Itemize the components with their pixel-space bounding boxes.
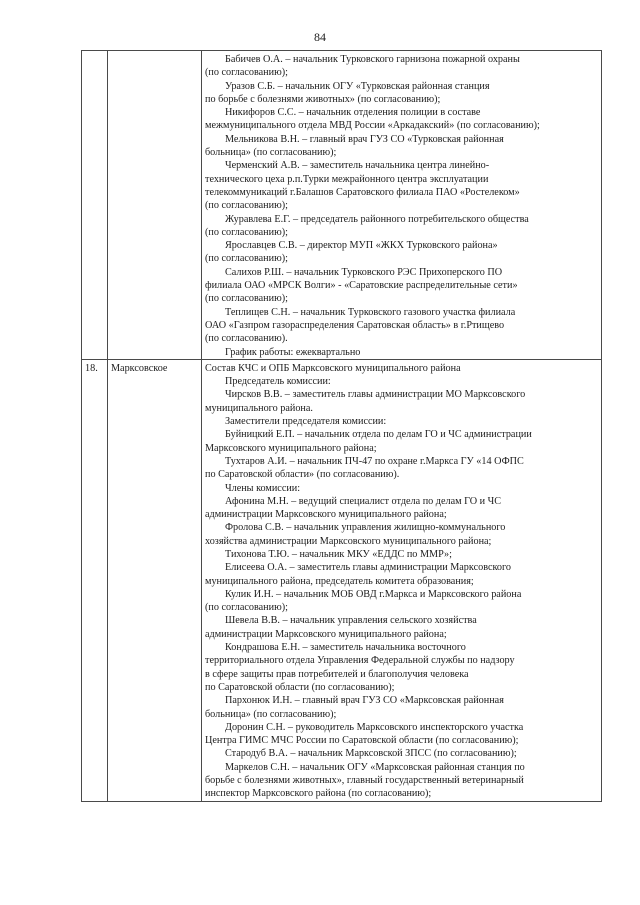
text-line: Бабичев О.А. – начальник Турковского гарнизона пожарной охраны	[225, 54, 520, 65]
text-line: Председатель комиссии:	[225, 376, 331, 388]
text-line: Буйницкий Е.П. – начальник отдела по делам ГО и ЧС администрации	[225, 429, 532, 441]
text-line: ОАО «Газпром газораспределения Саратовская область» в г.Ртищево	[205, 319, 505, 331]
text-line: по Саратовской области (по согласованию);	[205, 681, 395, 693]
commission-table	[81, 50, 602, 802]
text-line: борьбе с болезнями животных», главный государственный ветеринарный	[205, 775, 524, 787]
text-line: График работы: ежеквартально	[225, 346, 361, 358]
page-number: 84	[314, 30, 326, 44]
text-line: Заместители председателя комиссии:	[225, 416, 387, 428]
text-line: по Саратовской области» (по согласованию).	[205, 469, 400, 481]
text-line: администрации Марксовского муниципального района;	[205, 509, 447, 521]
text-line: муниципального района, председатель комитета образования;	[205, 575, 474, 587]
text-line: Уразов С.Б. – начальник ОГУ «Турковская районная станция	[225, 80, 490, 92]
district-cell	[108, 51, 202, 360]
text-line: (по согласованию);	[205, 67, 288, 79]
text-line: Состав КЧС и ОПБ Марксовского муниципального района	[205, 362, 461, 374]
text-line: Кулик И.Н. – начальник МОБ ОВД г.Маркса и Марксовского района	[225, 588, 522, 600]
text-line: Шевела В.В. – начальник управления сельского хозяйства	[225, 615, 477, 627]
text-line: Никифоров С.С. – начальник отделения полиции в составе	[225, 107, 481, 119]
row-number-cell: 18.	[82, 359, 108, 801]
text-line: технического цеха р.п.Турки межрайонного центра эксплуатации	[205, 173, 489, 185]
text-line: Маркелов С.Н. – начальник ОГУ «Марксовская районная станция по	[225, 761, 525, 773]
text-line: Доронин С.Н. – руководитель Марксовского инспекторского участка	[225, 721, 524, 733]
text-line: телекоммуникаций г.Балашов Саратовского филиала ПАО «Ростелеком»	[205, 186, 520, 198]
text-line: по борьбе с болезнями животных» (по согласованию);	[205, 93, 441, 105]
text-line: Марксовского муниципального района;	[205, 442, 377, 454]
members-cell	[202, 51, 602, 360]
text-line: территориального отдела Управления Федеральной службы по надзору	[205, 655, 515, 667]
text-line: (по согласованию);	[205, 293, 288, 305]
text-line: Афонина М.Н. – ведущий специалист отдела по делам ГО и ЧС	[225, 495, 502, 507]
text-line: Чирсков В.В. – заместитель главы администрации МО Марксовского	[225, 389, 526, 401]
text-line: администрации Марксовского муниципального района;	[205, 628, 447, 640]
row-number-cell	[82, 51, 108, 360]
text-line: инспектор Марксовского района (по согласованию);	[205, 788, 432, 800]
text-line: муниципального района.	[205, 402, 313, 414]
text-line: (по согласованию);	[205, 226, 288, 238]
text-line: Салихов Р.Ш. – начальник Турковского РЭС Прихоперского ПО	[225, 266, 503, 278]
members-cell	[202, 359, 602, 801]
text-line: (по согласованию);	[205, 602, 288, 614]
text-line: межмуниципального отдела МВД России «Аркадакский» (по согласованию);	[205, 120, 540, 132]
text-line: больница» (по согласованию);	[205, 147, 337, 159]
text-line: Тихонова Т.Ю. – начальник МКУ «ЕДДС по ММР»;	[225, 548, 452, 560]
district-cell: Марксовское	[108, 359, 202, 801]
text-line: Стародуб В.А. – начальник Марксовской ЗПСС (по согласованию);	[225, 748, 517, 760]
text-line: Кондрашова Е.Н. – заместитель начальника восточного	[225, 642, 466, 654]
text-line: (по согласованию);	[205, 253, 288, 265]
text-line: Центра ГИМС МЧС России по Саратовской области (по согласованию);	[205, 735, 519, 747]
text-line: Тухтаров А.И. – начальник ПЧ-47 по охране г.Маркса ГУ «14 ОФПС	[225, 455, 524, 467]
text-line: Теплищев С.Н. – начальник Турковского газового участка филиала	[225, 306, 516, 318]
text-line: хозяйства администрации Марксовского муниципального района;	[205, 535, 492, 547]
text-line: Мельникова В.Н. – главный врач ГУЗ СО «Турковская районная	[225, 133, 504, 145]
table-row	[82, 51, 602, 360]
text-line: Журавлева Е.Г. – председатель районного потребительского общества	[225, 213, 529, 225]
text-line: в сфере защиты прав потребителей и благополучия человека	[205, 668, 469, 680]
text-line: больница» (по согласованию);	[205, 708, 337, 720]
text-line: Пархонюк И.Н. – главный врач ГУЗ СО «Марксовская районная	[225, 695, 504, 707]
text-line: филиала ОАО «МРСК Волги» - «Саратовские распределительные сети»	[205, 280, 518, 292]
text-line: Черменский А.В. – заместитель начальника центра линейно-	[225, 160, 490, 172]
text-line: Елисеева О.А. – заместитель главы администрации Марксовского	[225, 562, 512, 574]
text-line: (по согласованию);	[205, 200, 288, 212]
table-row	[82, 359, 602, 801]
text-line: (по согласованию).	[205, 333, 288, 345]
text-line: Фролова С.В. – начальник управления жилищно-коммунального	[225, 522, 506, 534]
text-line: Ярославцев С.В. – директор МУП «ЖКХ Турковского района»	[225, 240, 498, 252]
text-line: Члены комиссии:	[225, 482, 301, 494]
